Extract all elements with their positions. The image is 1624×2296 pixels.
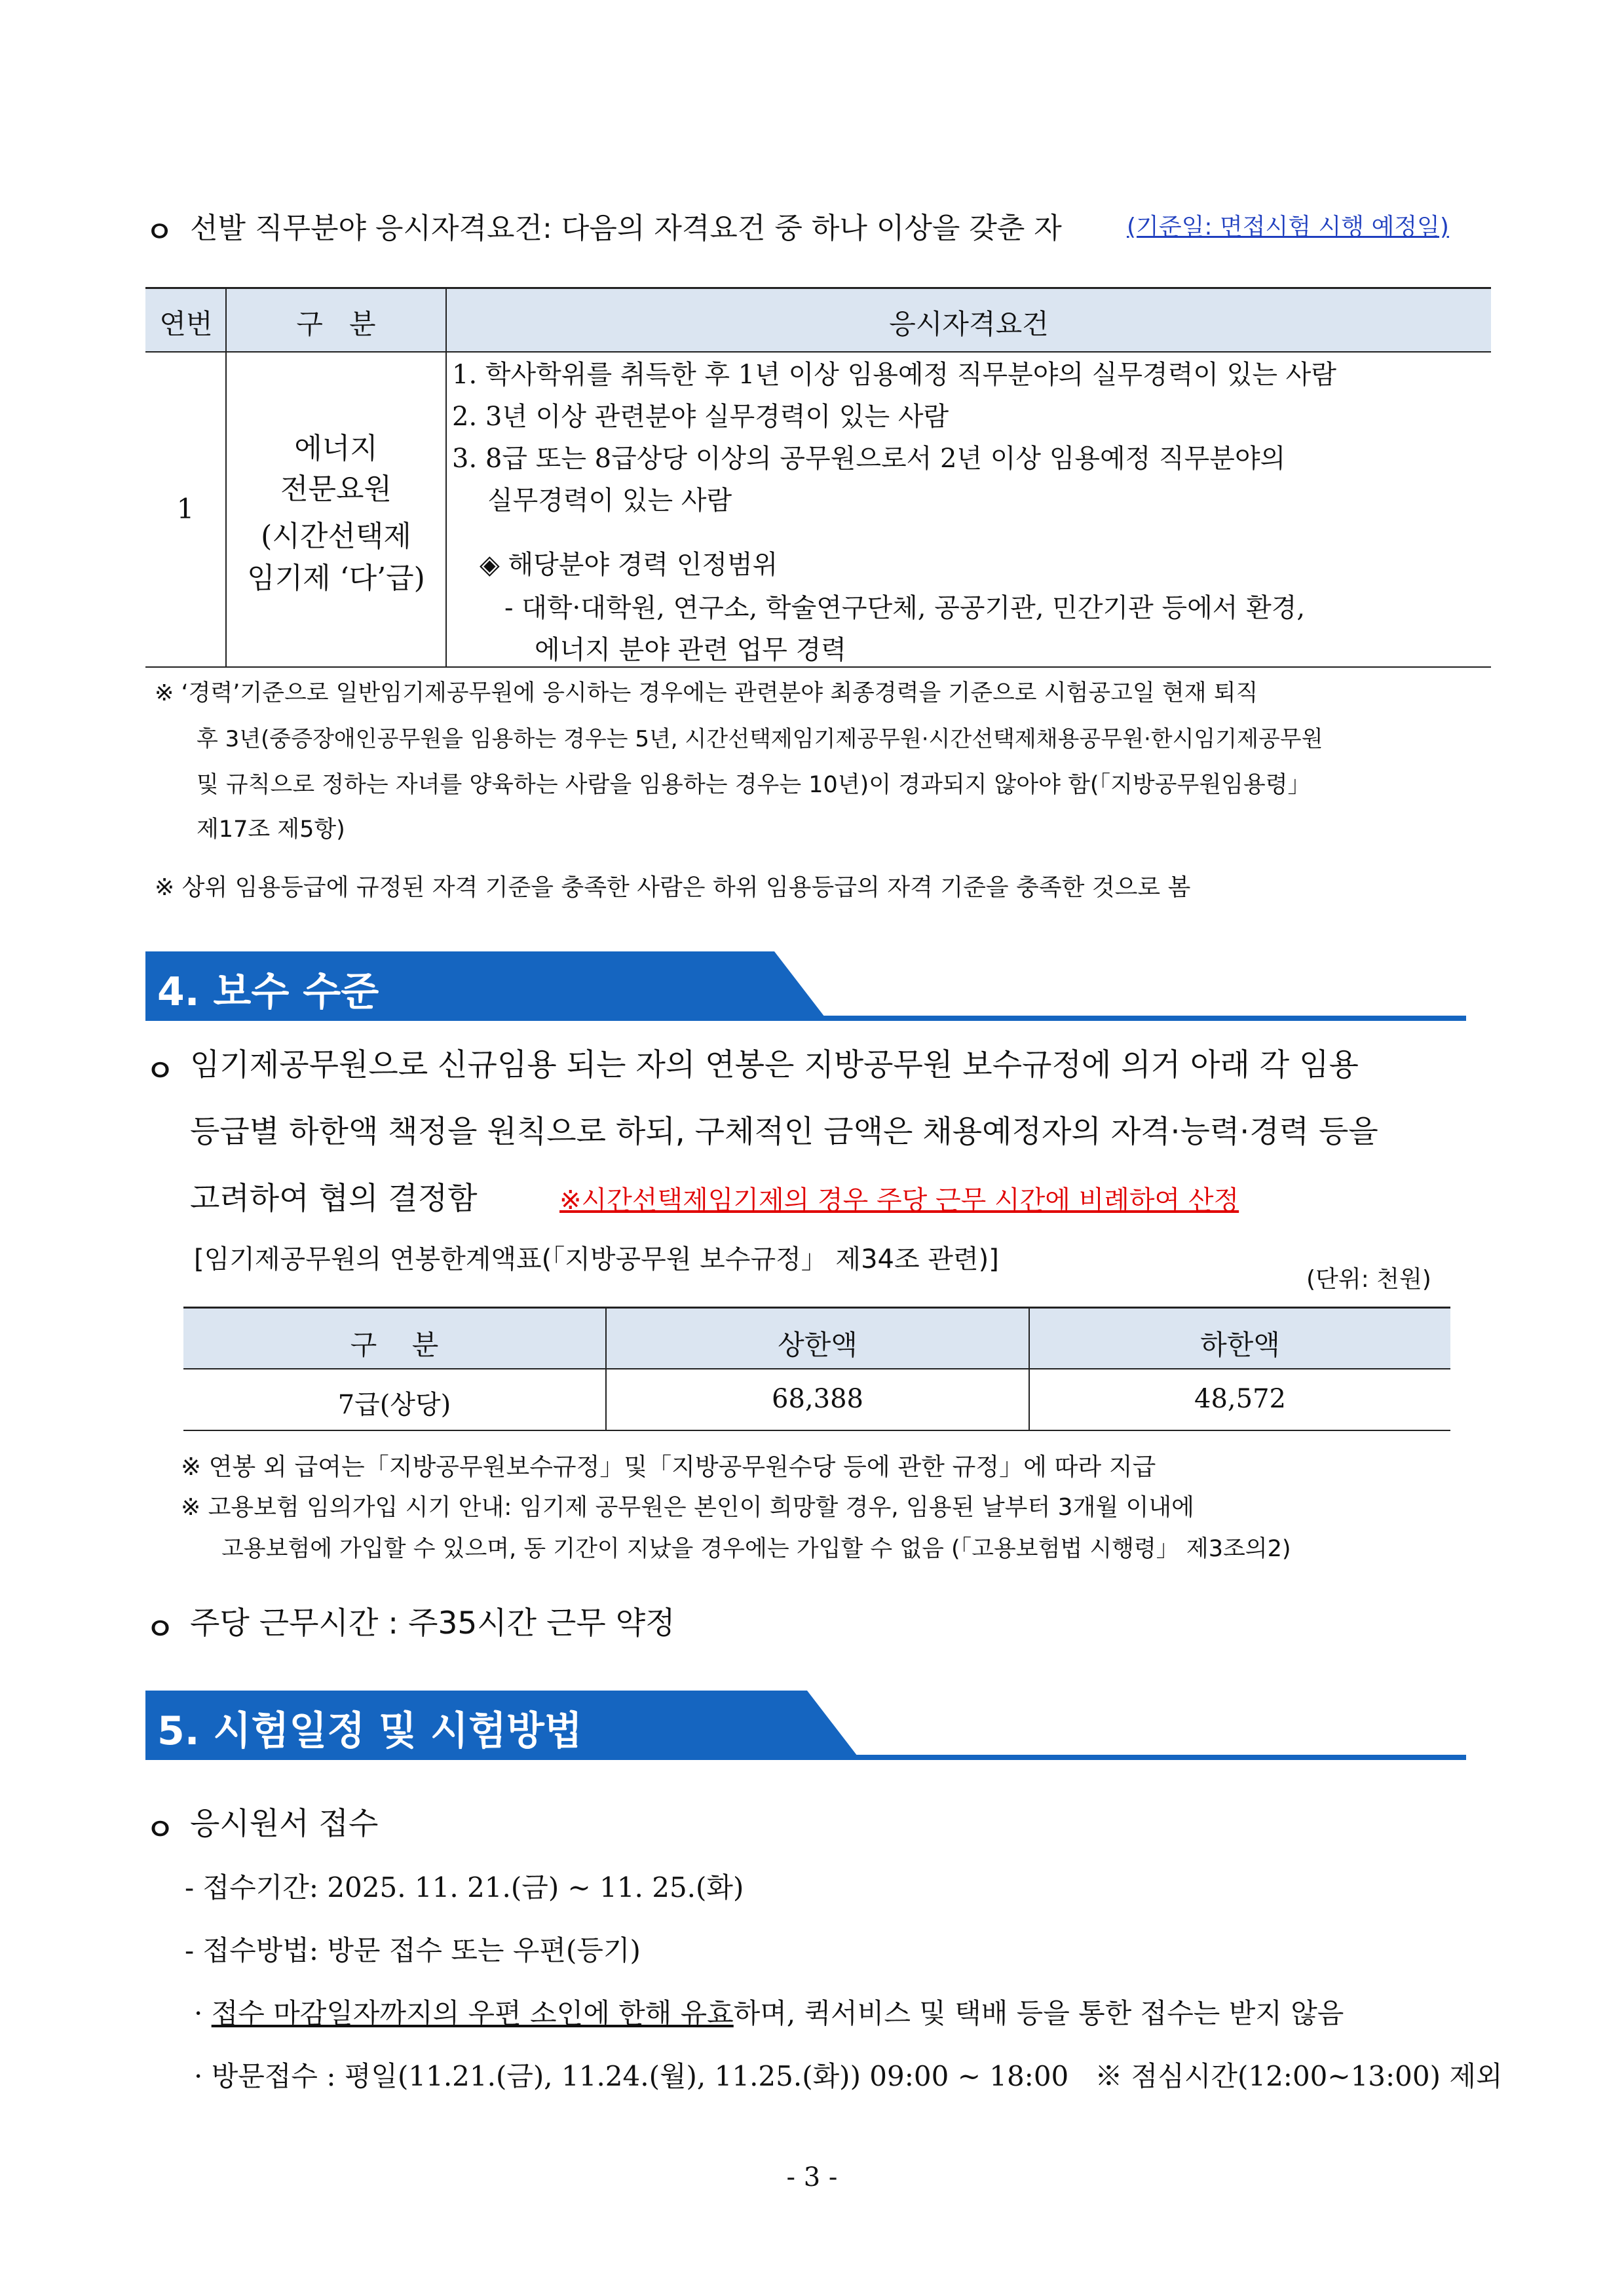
unit-label: (단위: 천원) [1306,1266,1431,1293]
row-category-line: 임기제 ‘다’급) [247,562,425,595]
salary-header-lower: 하한액 [1200,1329,1280,1361]
header-no: 연번 [159,308,213,340]
qualification-intro: 선발 직무분야 응시자격요건: 다음의 자격요건 중 하나 이상을 갖춘 자 [190,212,1062,245]
post-note-underlined: 접수 마감일자까지의 우편 소인에 한해 유효 [211,1997,734,2029]
scope-line: - 대학·대학원, 연구소, 학술연구단체, 공공기관, 민간기관 등에서 환경, [504,593,1306,623]
qualification-basis: (기준일: 면접시험 시행 예정일) [1127,214,1449,240]
post-note-rest: 하며, 퀵서비스 및 택배 등을 통한 접수는 받지 않음 [733,1997,1344,2029]
note-line: 후 3년(중증장애인공무원을 임용하는 경우는 5년, 시간선택제임기제공무원·시간선택제채용공무원·한시임기제공무원 [197,726,1323,752]
section4-note: ※ 고용보험 임의가입 시기 안내: 임기제 공무원은 본인이 희망할 경우, 임용된 날부터 3개월 이내에 [181,1494,1194,1521]
section4-note: 고용보험에 가입할 수 있으며, 동 기간이 지났을 경우에는 가입할 수 없음 (「고용보험법 시행령」 제3조의2) [221,1536,1291,1562]
bullet-o: ㅇ [145,1812,175,1847]
section4-para-line: 고려하여 협의 결정함 [190,1181,478,1217]
scope-line: 에너지 분야 관련 업무 경력 [535,635,846,665]
salary-table-caption: [임기제공무원의 연봉한계액표(「지방공무원 보수규정」 제34조 관련)] [194,1244,999,1274]
table-bottom-border [145,666,1491,668]
salary-lower: 48,572 [1194,1384,1286,1414]
row-category-line: 전문요원 [280,472,392,506]
table-header-border [145,351,1491,353]
bullet-o: ㅇ [145,1053,175,1088]
post-note [194,1992,1344,2031]
requirement-item: 2. 3년 이상 관련분야 실무경력이 있는 사람 [452,402,949,432]
salary-header-border [183,1368,1450,1369]
row-no: 1 [176,493,195,525]
salary-header-category: 구 분 [350,1329,439,1361]
table-top-border [145,287,1491,289]
salary-top-border [183,1307,1450,1309]
bullet-o: ㅇ [145,216,174,249]
table-col-divider [445,288,447,667]
receipt-method: - 접수방법: 방문 접수 또는 우편(등기) [185,1934,641,1966]
salary-grade: 7급(상당) [337,1390,451,1420]
note-line: 제17조 제5항) [197,816,345,843]
page-number: - 3 - [786,2162,838,2192]
weekly-hours: 주당 근무시간 : 주35시간 근무 약정 [190,1605,675,1641]
visit-receipt: · 방문접수 : 평일(11.21.(금), 11.24.(월), 11.25.(화)) 09:00 ~ 18:00 ※ 점심시간(12:00~13:00) 제외 [194,2060,1503,2092]
row-category-line: (시간선택제 [261,520,411,553]
bullet-o: ㅇ [145,1611,175,1647]
section4-para-line: 임기제공무원으로 신규임용 되는 자의 연봉은 지방공무원 보수규정에 의거 아래 각 임용 [190,1047,1359,1083]
header-requirements: 응시자격요건 [889,308,1049,340]
receipt-period: - 접수기간: 2025. 11. 21.(금) ~ 11. 25.(화) [185,1871,744,1904]
salary-upper: 68,388 [772,1384,863,1414]
salary-header-upper: 상한액 [778,1329,858,1361]
row-category-line: 에너지 [294,432,378,465]
section4-note: ※ 연봉 외 급여는「지방공무원보수규정」및「지방공무원수당 등에 관한 규정」에 따라 지급 [181,1453,1156,1481]
requirement-item: 3. 8급 또는 8급상당 이상의 공무원으로서 2년 이상 임용예정 직무분야의 [452,444,1286,474]
section4-para-line: 등급별 하한액 책정을 원칙으로 하되, 구체적인 금액은 채용예정자의 자격·능력·경력 등을 [190,1114,1378,1150]
requirement-item: 실무경력이 있는 사람 [487,486,732,516]
section5-subtitle: 응시원서 접수 [190,1806,379,1842]
note-line: ※ 상위 임용등급에 규정된 자격 기준을 충족한 사람은 하위 임용등급의 자격 기준을 충족한 것으로 봄 [155,874,1191,901]
section4-title: 4. 보수 수준 [157,969,379,1015]
note-line: ※ ‘경력’기준으로 일반임기제공무원에 응시하는 경우에는 관련분야 최종경력을 기준으로 시험공고일 현재 퇴직 [155,680,1258,706]
section5-title: 5. 시험일정 및 시험방법 [157,1708,582,1754]
header-category: 구 분 [296,308,376,340]
section4-highlight: ※시간선택제임기제의 경우 주당 근무 시간에 비례하여 산정 [559,1185,1239,1215]
requirement-item: 1. 학사학위를 취득한 후 1년 이상 임용예정 직무분야의 실무경력이 있는 사람 [452,360,1336,390]
salary-bottom-border [183,1430,1450,1431]
post-note-prefix: · [194,1997,212,2029]
scope-title: ◈ 해당분야 경력 인정범위 [480,550,778,580]
note-line: 및 규칙으로 정하는 자녀를 양육하는 사람을 임용하는 경우는 10년)이 경과되지 않아야 함(「지방공무원임용령」 [197,772,1311,798]
